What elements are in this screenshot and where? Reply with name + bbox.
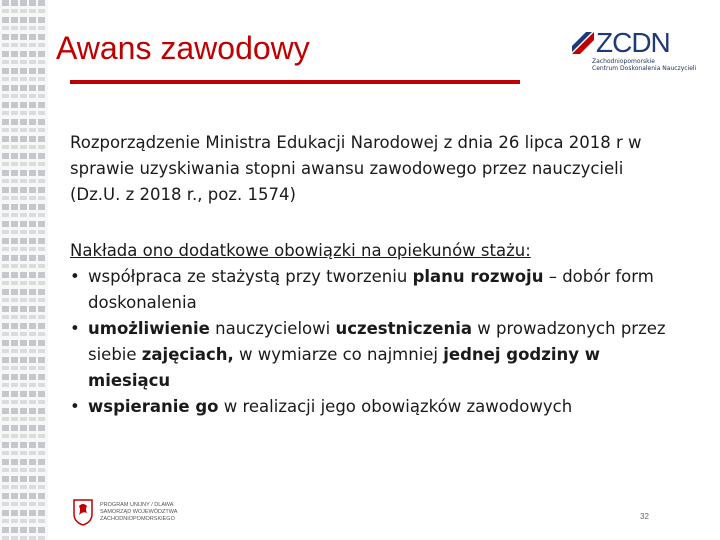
logo-subtitle: Zachodniopomorskie Centrum Doskonalenia Nauczycieli (592, 58, 697, 72)
title-underline (70, 80, 520, 84)
list-item: • wspieranie go w realizacji jego obowiązków zawodowych (70, 397, 573, 416)
slide-content (70, 130, 670, 420)
logo-mark-icon (572, 32, 594, 54)
list-item: • współpraca ze stażystą przy tworzeniu planu rozwoju – dobór form doskonalenia (70, 267, 654, 312)
regulation-intro: Rozporządzenie Ministra Edukacji Narodowej z dnia 26 lipca 2018 r w sprawie uzyskiwania stopni awansu zawodowego przez nauczycieli (Dz.U. z 2018 r., poz. 1574) (70, 133, 642, 204)
griffin-crest-icon (72, 498, 94, 526)
obligations-list (70, 264, 670, 420)
page-number: 32 (640, 512, 649, 521)
logo-name: ZCDN (596, 27, 670, 58)
footer-logo (72, 498, 202, 528)
obligations-heading: Nakłada ono dodatkowe obowiązki na opiekunów stażu: (70, 241, 531, 260)
footer-caption: PROGRAM UNIJNY / DLAWA SAMORZĄD WOJEWÓDZTWA ZACHODNIOPOMORSKIEGO (100, 502, 178, 522)
handwriting-decoration (0, 0, 48, 540)
slide-title: Awans zawodowy (56, 30, 310, 66)
zcdn-logo (572, 27, 697, 74)
list-item: • umożliwienie nauczycielowi uczestniczenia w prowadzonych przez siebie zajęciach, w wymiarze co najmniej jednej godziny w miesiącu (70, 319, 666, 390)
